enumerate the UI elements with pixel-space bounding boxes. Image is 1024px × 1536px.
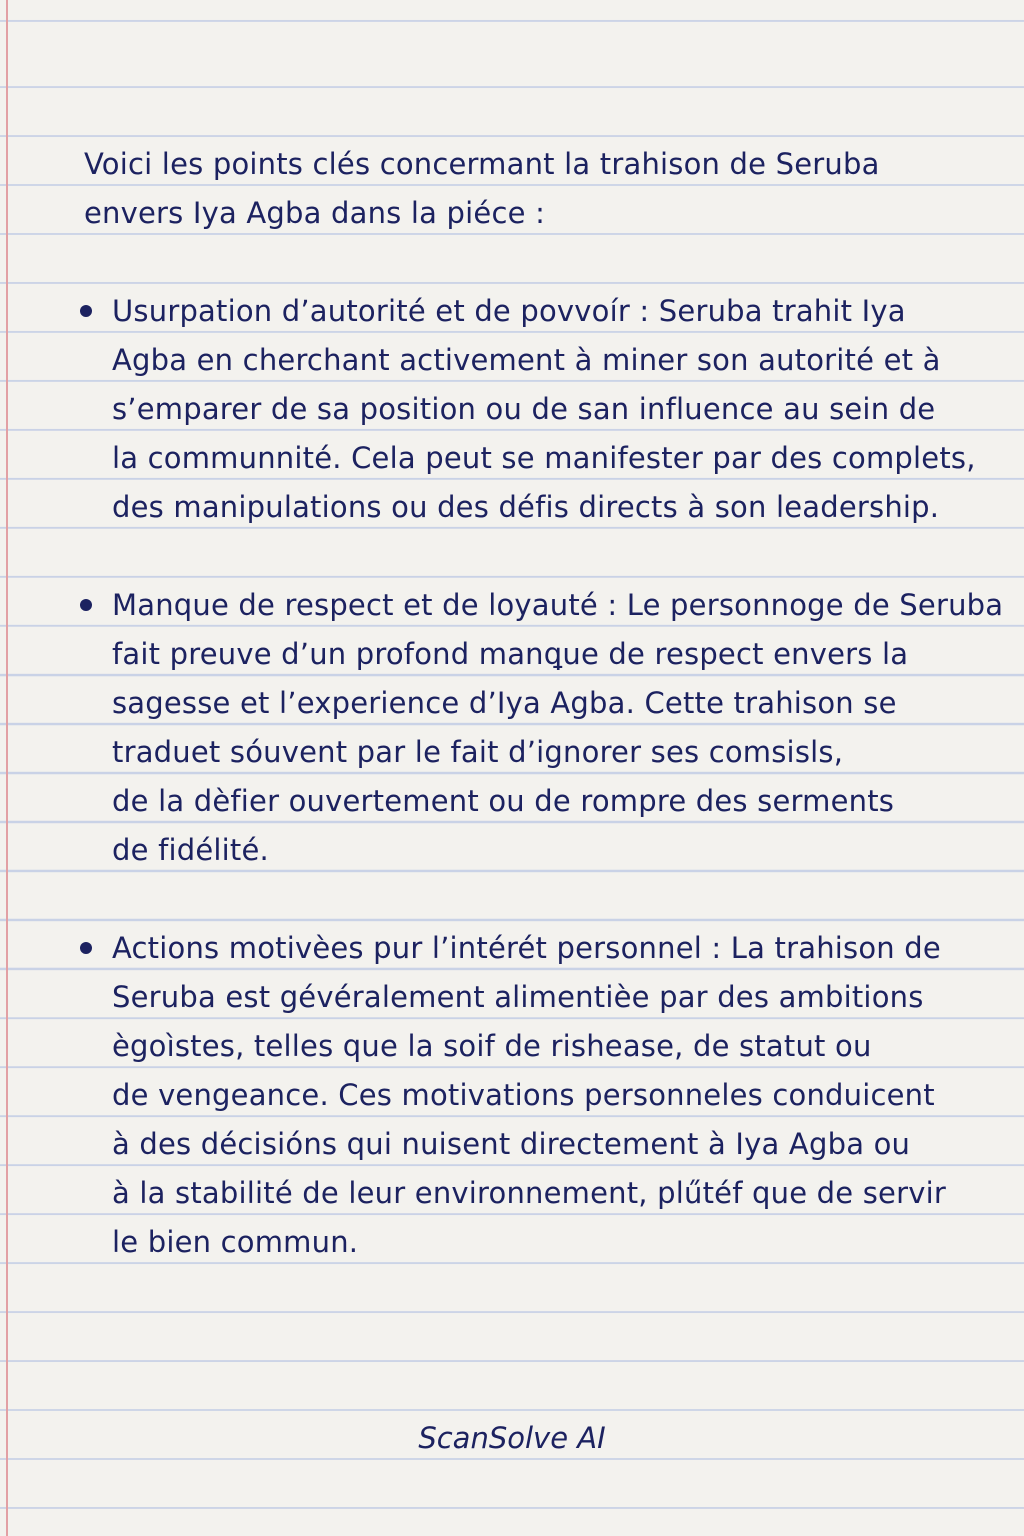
bullet-line: des manipulations ou des défis directs à son leadership. [112, 490, 940, 524]
bullet-item-usurpation [84, 287, 976, 532]
bullet-line: la communnité. Cela peut se manifester par des complets, [112, 441, 976, 475]
bullet-line: Seruba est gévéralement alimentièe par des ambitions [112, 980, 924, 1014]
bullet-dot-icon [80, 599, 92, 611]
bullet-line: Manque de respect et de loyauté : Le personnoge de Seruba [112, 588, 1004, 622]
bullet-dot-icon [80, 305, 92, 317]
bullet-item-actions [84, 924, 954, 1267]
bullet-dot-icon [80, 942, 92, 954]
bullet-list [84, 287, 1004, 1267]
footer-signature: ScanSolve AI [418, 1421, 606, 1455]
bullet-item-respect [84, 581, 1004, 875]
bullet-line: Actions motivèes pur l’intérét personnel : La trahison de [112, 931, 941, 965]
bullet-line: sagesse et l’experience d’Iya Agba. Cette trahison se [112, 686, 897, 720]
bullet-line: à des décisións qui nuisent directement à Iya Agba ou [112, 1127, 911, 1161]
bullet-line: fait preuve d’un profond manꝗue de respect envers la [112, 637, 909, 671]
bullet-line: de vengeance. Ces motivations personneles conduicent [112, 1078, 935, 1112]
bullet-line: Agba en cherchant activement à miner son autorité et à [112, 343, 941, 377]
bullet-line: s’emparer de sa position ou de san influence au sein de [112, 392, 936, 426]
intro-line: Voici les points clés concermant la trahison de Seruba [84, 147, 880, 181]
bullet-line: Usurpation d’autorité et de povvoír : Seruba trahit Iya [112, 294, 906, 328]
bullet-line: de fidélité. [112, 833, 269, 867]
notebook-margin-line [6, 0, 8, 1536]
handwritten-note [84, 140, 1004, 1267]
bullet-line: de la dèfier ouvertement ou de rompre des serments [112, 784, 895, 818]
bullet-line: à la stabilité de leur environnement, plűtéf que de servir [112, 1176, 946, 1210]
bullet-line: le bien commun. [112, 1225, 359, 1259]
intro-line: envers Iya Agba dans la piéce : [84, 196, 546, 230]
intro-paragraph [84, 140, 954, 238]
bullet-line: traduet sóuvent par le fait d’ignorer ses comsisls, [112, 735, 844, 769]
bullet-line: ègoìstes, telles que la soif de rishease, de statut ou [112, 1029, 872, 1063]
